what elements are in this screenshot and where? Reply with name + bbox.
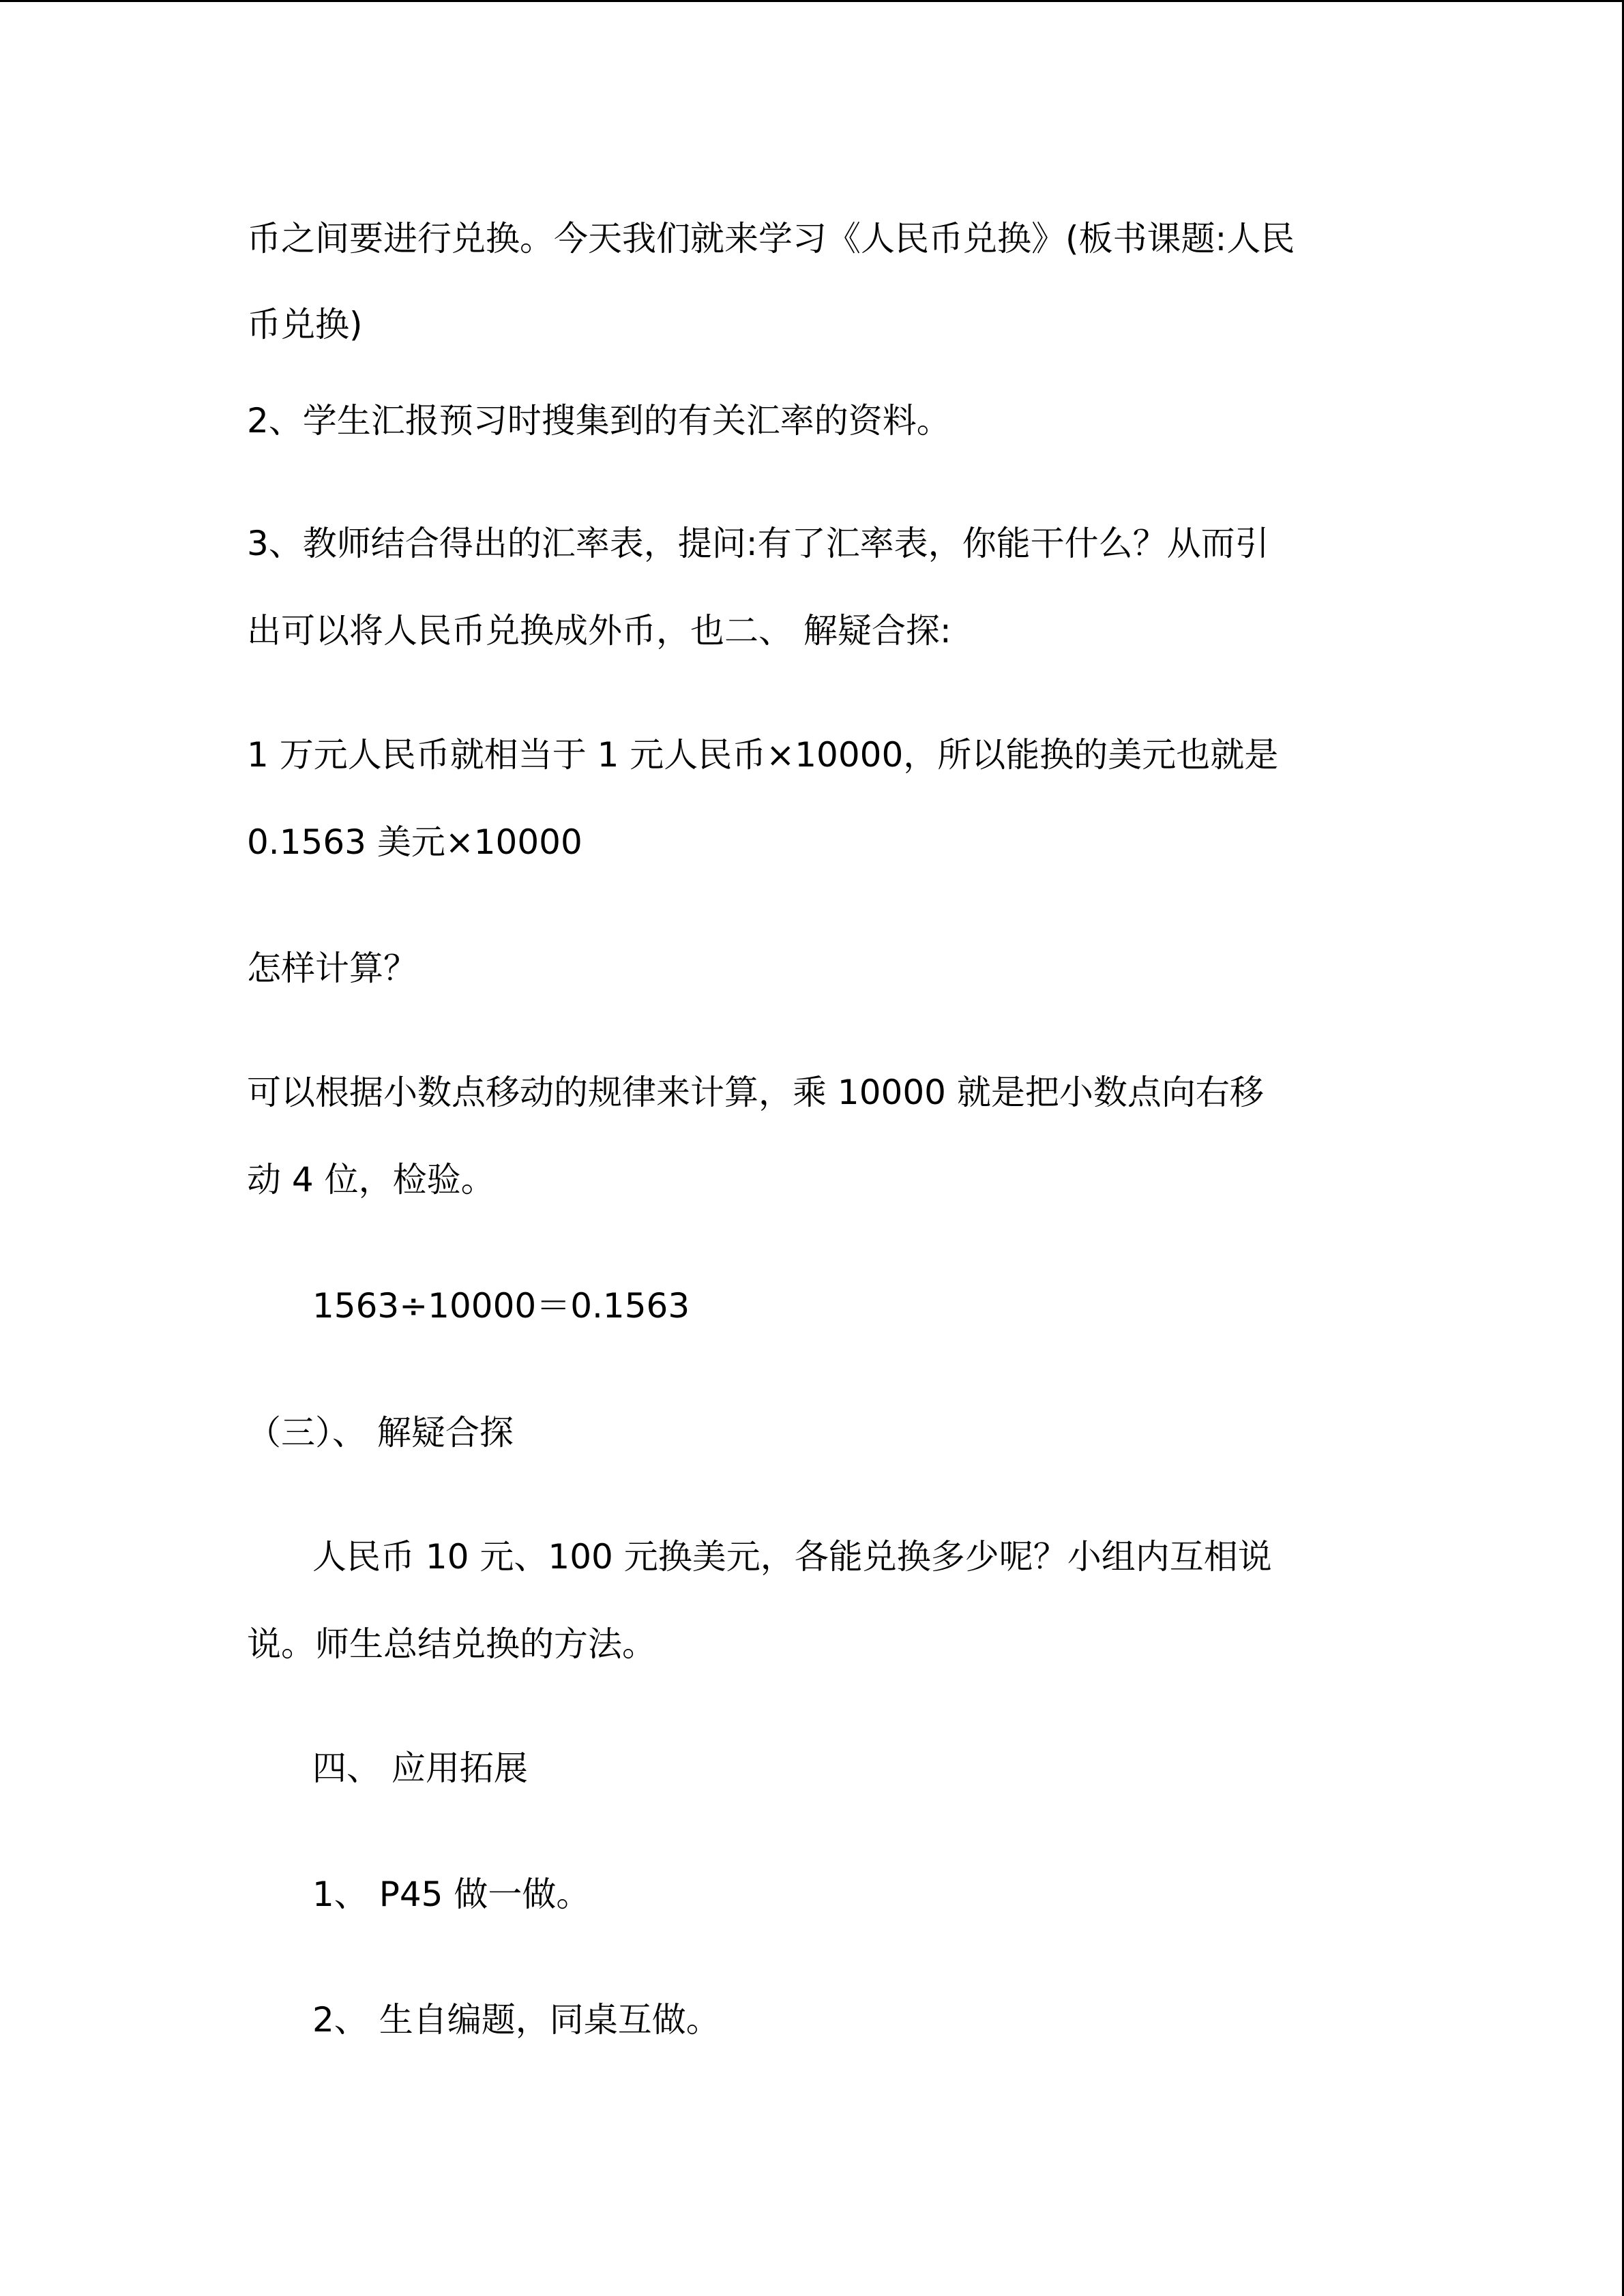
paragraph-line-13: 人民币 10 元、100 元换美元，各能兑换多少呢？小组内互相说: [312, 1537, 1272, 1577]
list-item-2: 2、 生自编题，同桌互做。: [312, 2000, 720, 2040]
paragraph-line-10: 动 4 位，检验。: [247, 1160, 495, 1199]
section-heading-4: 四、 应用拓展: [312, 1748, 528, 1788]
formula-line: 1563÷10000＝0.1563: [312, 1286, 690, 1326]
paragraph-line-7: 0.1563 美元×10000: [247, 822, 582, 862]
paragraph-line-6: 1 万元人民币就相当于 1 元人民币×10000，所以能换的美元也就是: [247, 735, 1279, 775]
paragraph-line-14: 说。师生总结兑换的方法。: [247, 1624, 656, 1664]
section-heading-3: （三）、 解疑合探: [247, 1413, 514, 1452]
paragraph-line-5: 出可以将人民币兑换成外币，也二、 解疑合探:: [247, 611, 951, 651]
paragraph-line-9: 可以根据小数点移动的规律来计算，乘 10000 就是把小数点向右移: [247, 1073, 1264, 1112]
paragraph-line-3: 2、学生汇报预习时搜集到的有关汇率的资料。: [247, 401, 951, 441]
paragraph-line-4: 3、教师结合得出的汇率表，提问:有了汇率表，你能干什么？从而引: [247, 524, 1269, 563]
paragraph-line-1: 币之间要进行兑换。今天我们就来学习《人民币兑换》(板书课题:人民: [247, 219, 1295, 258]
paragraph-line-2: 币兑换): [247, 305, 363, 344]
paragraph-line-8: 怎样计算？: [247, 949, 417, 988]
list-item-1: 1、 P45 做一做。: [312, 1875, 591, 1914]
page-top-border: [0, 0, 1624, 2]
